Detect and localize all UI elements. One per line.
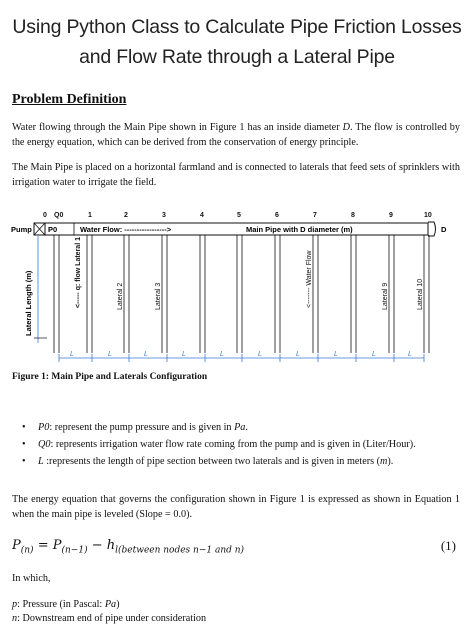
definition-item-p0: • P0: represent the pump pressure and is given in Pa. bbox=[22, 422, 248, 433]
paragraph-farmland: The Main Pipe is placed on a horizontal farmland and is connected to laterals that feed sets of sprinklers with irrigation water to irrigate the field. bbox=[12, 162, 460, 188]
svg-text:L: L bbox=[372, 351, 376, 358]
title-line-1: Using Python Class to Calculate Pipe Friction Losses bbox=[12, 16, 462, 38]
svg-text:L: L bbox=[108, 351, 112, 358]
lateral-labels bbox=[75, 237, 424, 310]
figure-caption: Figure 1: Main Pipe and Laterals Configuration bbox=[12, 372, 208, 382]
para1-diameter-symbol: D bbox=[342, 122, 350, 133]
bullet-icon: • bbox=[22, 439, 26, 450]
document-title bbox=[0, 12, 474, 72]
node-number-1: 1 bbox=[88, 212, 92, 219]
equation-1 bbox=[12, 538, 460, 560]
water-flow-label: Water Flow: -----------------> bbox=[80, 225, 172, 234]
node-number-5: 5 bbox=[237, 212, 241, 219]
lateral-label-water-flow: <------- Water Flow bbox=[306, 250, 313, 308]
node-number-8: 8 bbox=[351, 212, 355, 219]
svg-text:L: L bbox=[258, 351, 262, 358]
para1-text-b: . The flow is controlled by the energy equation, which can be derived from the conservation of energy principle. bbox=[12, 122, 460, 148]
bullet-icon: • bbox=[22, 456, 26, 467]
definition-item-q0: • Q0: represents irrigation water flow rate coming from the pump and is given in (Liter/Hour). bbox=[22, 439, 416, 450]
node-number-7: 7 bbox=[313, 212, 317, 219]
diameter-d-label: D bbox=[441, 225, 447, 234]
svg-text:L: L bbox=[334, 351, 338, 358]
equation-expression: $P_{(n)} = P_{(n-1)} - h_{l(between nodes n-1 and n)}$ bbox=[12, 538, 245, 556]
problem-definition-heading: Problem Definition bbox=[12, 92, 127, 107]
svg-text:L: L bbox=[144, 351, 148, 358]
node-number-2: 2 bbox=[124, 212, 128, 219]
lateral-label-3: Lateral 3 bbox=[155, 282, 162, 310]
node-number-0: 0 bbox=[43, 212, 47, 219]
node-number-4: 4 bbox=[200, 212, 204, 219]
node-numbers bbox=[43, 212, 432, 219]
lateral-label-10: Lateral 10 bbox=[417, 278, 424, 310]
laterals bbox=[54, 235, 429, 353]
glossary-item-n: n: Downstream end of pipe under consideration bbox=[12, 613, 207, 624]
q0-label: Q0 bbox=[54, 212, 64, 219]
para1-text-a: Water flowing through the Main Pipe shown in Figure 1 has an inside diameter bbox=[12, 122, 343, 133]
definitions-list bbox=[12, 420, 460, 471]
definition-symbol: Q0 bbox=[38, 439, 51, 450]
definition-symbol: L bbox=[38, 456, 44, 467]
title-line-2: and Flow Rate through a Lateral Pipe bbox=[79, 46, 395, 68]
lateral-label-9: Lateral 9 bbox=[382, 282, 389, 310]
paragraph-energy-equation: The energy equation that governs the configuration shown in Figure 1 is expressed as shown in Equation 1 when the main pipe is leveled (Slope = 0.0). bbox=[12, 494, 460, 520]
svg-text:L: L bbox=[296, 351, 300, 358]
in-which-label: In which, bbox=[12, 573, 51, 584]
pump-label: Pump bbox=[11, 225, 32, 234]
equation-number: (1) bbox=[440, 538, 456, 553]
bullet-icon: • bbox=[22, 422, 26, 433]
svg-text:L: L bbox=[220, 351, 224, 358]
lateral-label-1: <----- q: flow Lateral 1 bbox=[75, 237, 82, 308]
svg-text:L: L bbox=[408, 351, 412, 358]
definition-item-l: • L :represents the length of pipe section between two laterals and is given in meters (m). bbox=[22, 456, 394, 467]
segment-labels bbox=[70, 351, 412, 358]
pipe-diagram bbox=[10, 208, 462, 370]
svg-text:L: L bbox=[70, 351, 74, 358]
node-number-10: 10 bbox=[424, 212, 432, 219]
paragraph-main-pipe bbox=[12, 120, 460, 150]
svg-text:L: L bbox=[182, 351, 186, 358]
node-number-6: 6 bbox=[275, 212, 279, 219]
lateral-length-label: Lateral Length (m) bbox=[24, 270, 33, 336]
figure-1 bbox=[10, 208, 462, 375]
glossary-item-p: p: Pressure (in Pascal: Pa) bbox=[12, 599, 120, 610]
node-number-3: 3 bbox=[162, 212, 166, 219]
p0-label: P0 bbox=[48, 225, 58, 234]
node-number-9: 9 bbox=[389, 212, 393, 219]
main-pipe-label: Main Pipe with D diameter (m) bbox=[246, 225, 353, 234]
lateral-label-2: Lateral 2 bbox=[117, 282, 124, 310]
definition-symbol: P0 bbox=[38, 422, 50, 433]
